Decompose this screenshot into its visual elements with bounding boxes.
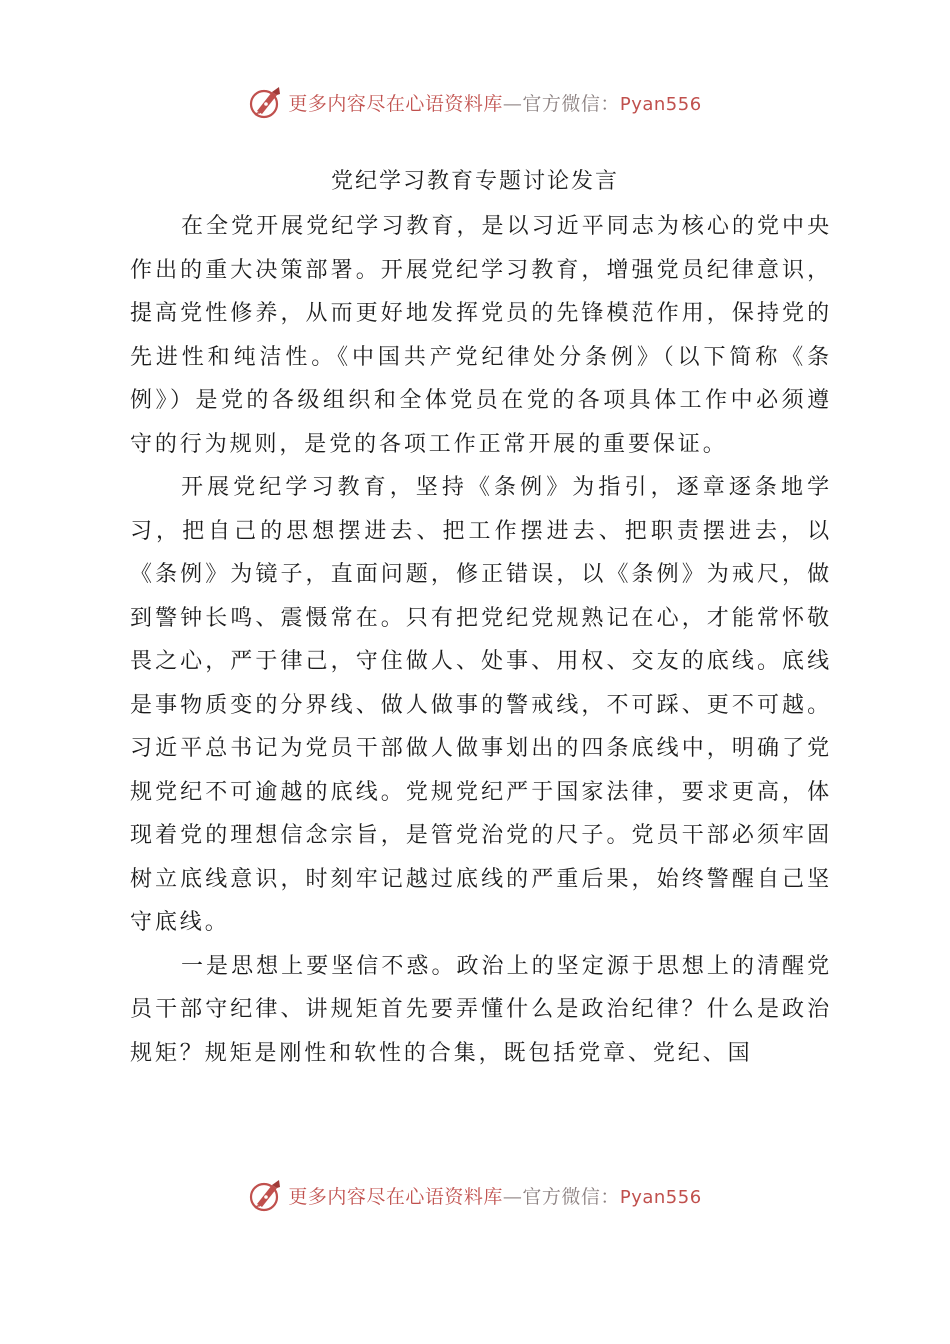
header-watermark <box>0 82 950 122</box>
footer-wechat-id: Pyan556 <box>619 1186 702 1208</box>
body-paragraph-1: 在全党开展党纪学习教育，是以习近平同志为核心的党中央作出的重大决策部署。开展党纪学习教育，增强党员纪律意识，提高党性修养，从而更好地发挥党员的先锋模范作用，保持党的先进性和纯洁性。《中国共产党纪律处分条例》（以下简称《条例》）是党的各级组织和全体党员在党的各项具体工作中必须遵守的行为规则，是党的各项工作正常开展的重要保证。 <box>130 214 832 457</box>
document-body <box>130 205 832 1075</box>
footer-dash: — <box>502 1185 523 1208</box>
header-watermark-text <box>288 89 701 116</box>
footer-watermark <box>0 1175 950 1215</box>
footer-wechat-label: 官方微信： <box>522 1185 620 1208</box>
header-wechat-label: 官方微信： <box>522 92 620 115</box>
header-main-text: 更多内容尽在心语资料库 <box>288 92 503 115</box>
body-paragraph-2: 开展党纪学习教育，坚持《条例》为指引，逐章逐条地学习，把自己的思想摆进去、把工作摆进去、把职责摆进去，以《条例》为镜子，直面问题，修正错误，以《条例》为戒尺，做到警钟长鸣、震慑常在。只有把党纪党规熟记在心，才能常怀敬畏之心，严于律己，守住做人、处事、用权、交友的底线。底线是事物质变的分界线、做人做事的警戒线，不可踩、更不可越。习近平总书记为党员干部做人做事划出的四条底线中，明确了党规党纪不可逾越的底线。党规党纪严于国家法律，要求更高，体现着党的理想信念宗旨，是管党治党的尺子。党员干部必须牢固树立底线意识，时刻牢记越过底线的严重后果，始终警醒自己坚守底线。 <box>130 475 832 935</box>
body-paragraph-3: 一是思想上要坚信不惑。政治上的坚定源于思想上的清醒党员干部守纪律、讲规矩首先要弄懂什么是政治纪律？什么是政治规矩？规矩是刚性和软性的合集，既包括党章、党纪、国 <box>130 953 832 1066</box>
footer-main-text: 更多内容尽在心语资料库 <box>288 1185 503 1208</box>
pen-nib-icon <box>248 84 284 120</box>
footer-watermark-text <box>288 1182 701 1209</box>
header-wechat-id: Pyan556 <box>619 93 702 115</box>
pen-nib-icon <box>248 1177 284 1213</box>
header-dash: — <box>502 92 523 115</box>
document-title: 党纪学习教育专题讨论发言 <box>330 169 619 194</box>
